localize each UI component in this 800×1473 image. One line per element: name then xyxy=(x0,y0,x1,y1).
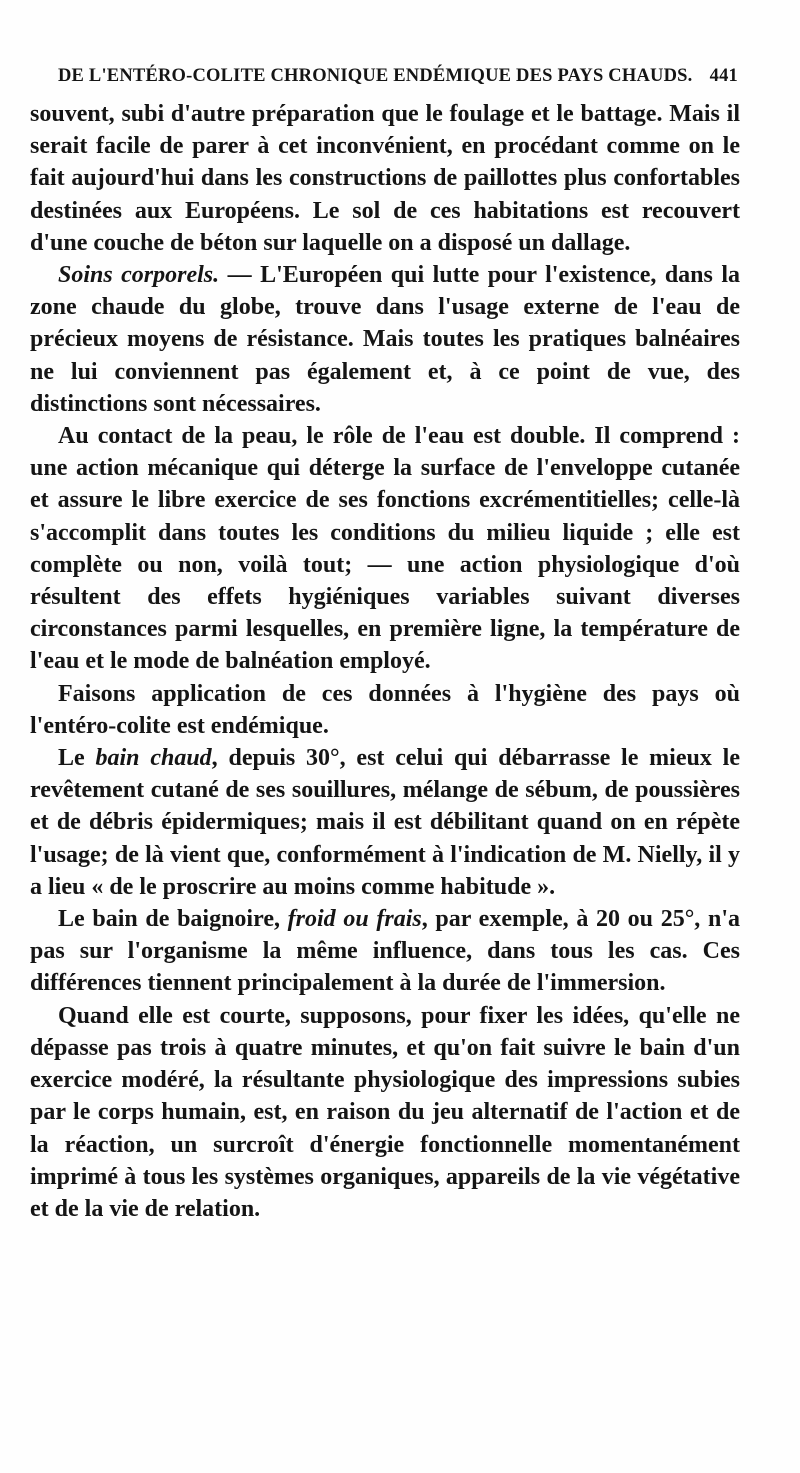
paragraph-text: — L'Européen qui lutte pour l'existence, dans la zone chaude du globe, trouve dans l'usage externe de l'eau de précieux moyens de résistance. Mais toutes les pratiques balnéaires ne lui conviennent pas également et, à ce point de vue, des distinctions sont nécessaires. xyxy=(30,262,740,417)
paragraph-bain-froid xyxy=(30,903,740,1000)
paragraph-text: , depuis 30°, est celui qui débarrasse le mieux le revêtement cutané de ses souillures, mélange de sébum, de poussières et de débris épidermiques; mais il est débilitant quand on en répète l'usage; de là vient que, conformément à l'indication de M. Nielly, il y a lieu « de le proscrire au moins comme habitude ». xyxy=(30,745,740,900)
paragraph xyxy=(30,420,740,678)
paragraph-text: Quand elle est courte, supposons, pour fixer les idées, qu'elle ne dépasse pas trois à quatre minutes, et qu'on fait suivre le bain d'un exercice modéré, la résultante physiologique des impressions subies par le corps humain, est, en raison du jeu alternatif de l'action et de la réaction, un surcroît d'énergie fonctionnelle momentanément imprimé à tous les systèmes organiques, appareils de la vie végétative et de la vie de relation. xyxy=(30,1002,740,1222)
paragraph-text: Le bain de baignoire, xyxy=(58,906,288,933)
body-text xyxy=(30,98,740,1225)
section-heading: Soins corporels. xyxy=(58,262,220,289)
paragraph-text: Au contact de la peau, le rôle de l'eau est double. Il comprend : une action mécanique qui déterge la surface de l'enveloppe cutanée et assure le libre exercice de ses fonctions excrémentitielles; celle-là s'accomplit dans toutes les conditions du milieu liquide ; elle est complète ou non, voilà tout; — une action physiologique d'où résultent des effets hygiéniques variables suivant diverses circonstances parmi lesquelles, en première ligne, la température de l'eau et le mode de balnéation employé. xyxy=(30,423,740,675)
running-header xyxy=(58,66,738,92)
paragraph-bain-chaud xyxy=(30,742,740,903)
paragraph-text: , par exemple, à 20 ou 25°, n'a pas sur l'organisme la même influence, dans tous les cas. Ces différences tiennent principalement à la durée de l'immersion. xyxy=(30,906,741,997)
running-title: DE L'ENTÉRO-COLITE CHRONIQUE ENDÉMIQUE DES PAYS CHAUDS. xyxy=(58,66,693,86)
page-number: 441 xyxy=(709,66,738,86)
emphasis-term: froid ou frais xyxy=(287,906,422,933)
paragraph-text: Faisons application de ces données à l'hygiène des pays où l'entéro-colite est endémique. xyxy=(30,680,740,739)
paragraph-text: souvent, subi d'autre préparation que le foulage et le battage. Mais il serait facile de parer à cet inconvénient, en procédant comme on le fait aujourd'hui dans les constructions de paillottes plus confortables destinées aux Européens. Le sol de ces habitations est recouvert d'une couche de béton sur laquelle on a disposé un dallage. xyxy=(30,101,740,256)
paragraph xyxy=(30,678,740,742)
paragraph xyxy=(30,1000,740,1225)
emphasis-term: bain chaud xyxy=(95,745,212,772)
paragraph-soins-corporels xyxy=(30,259,740,420)
paragraph-continued xyxy=(30,98,740,259)
paragraph-text: Le xyxy=(58,745,96,772)
